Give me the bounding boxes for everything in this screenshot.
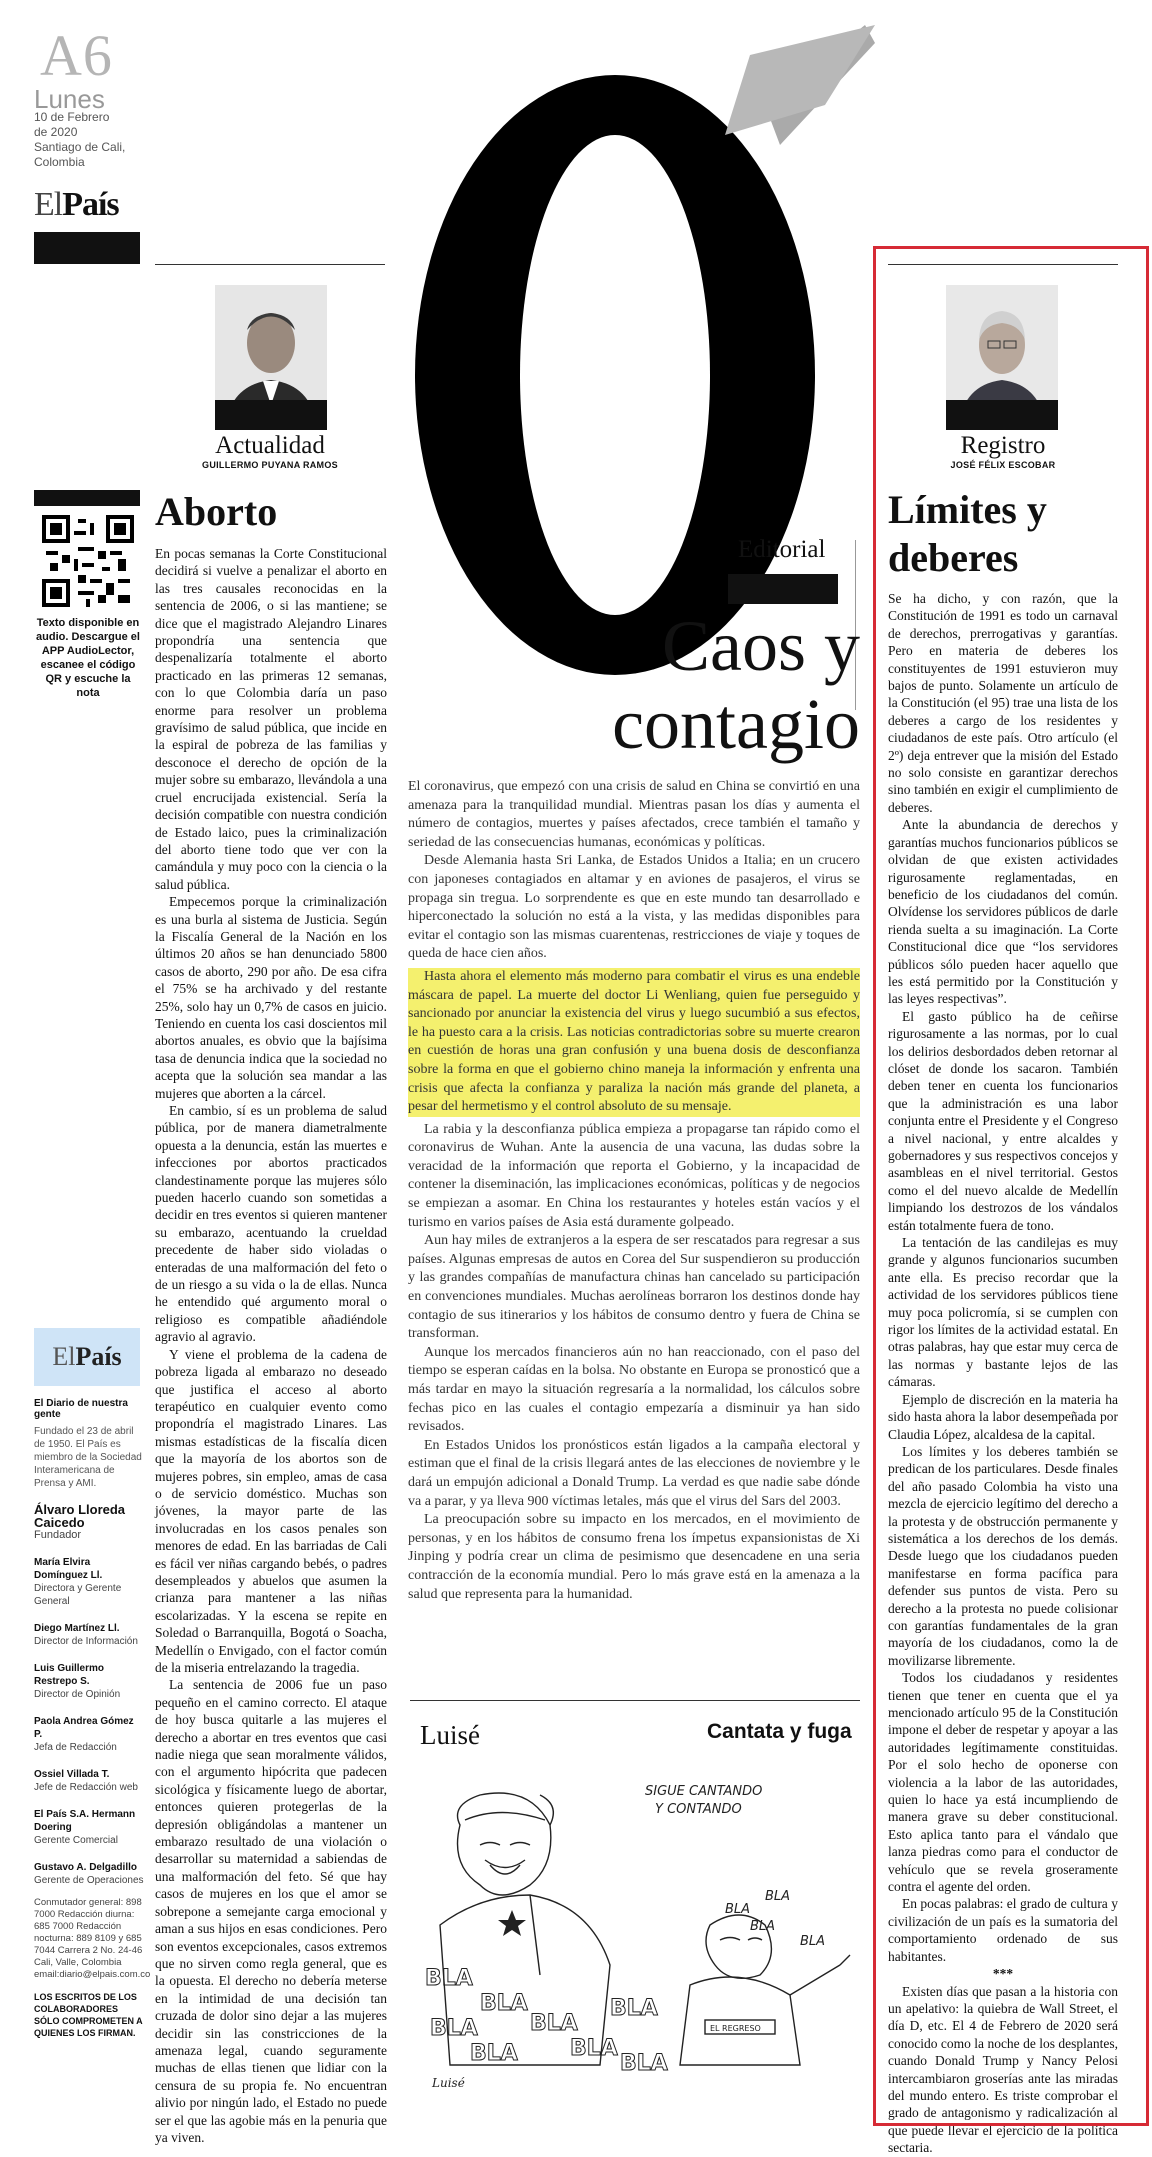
contact-info: Conmutador general: 898 7000 Redacción diurna: 685 7000 Redacción nocturna: 889 8109 y 685 7044 Carrera 2 No. 24-46 Cali, Valle, Colombia email:diario@elpais.com.co bbox=[34, 1897, 151, 1980]
logo-bold: País bbox=[75, 1342, 122, 1371]
date-line: Santiago de Cali, bbox=[34, 140, 126, 154]
bla-text: BLA bbox=[620, 2051, 668, 2076]
staff-role: Gerente Comercial bbox=[34, 1835, 118, 1846]
bla-text: BLA bbox=[800, 1934, 826, 1949]
staff-entry bbox=[34, 1662, 144, 1701]
staff-entry bbox=[34, 1808, 144, 1847]
title-line: deberes bbox=[888, 535, 1019, 580]
staff-entry bbox=[34, 1715, 144, 1754]
staff-role: Jefe de Redacción web bbox=[34, 1782, 138, 1793]
top-rule bbox=[155, 264, 385, 265]
date-line: Colombia bbox=[34, 155, 85, 169]
section-label: Registro bbox=[960, 432, 1046, 459]
bla-text: BLA bbox=[750, 1919, 776, 1934]
bla-text: BLA bbox=[610, 1996, 658, 2021]
paragraph: Aun hay miles de extranjeros a la espera de ser rescatados para regresar a sus países. Algunas empresas de autos en Corea del Sur suspendieron su producción y las grandes compañías de manufactura chinas han cancelado su participación en convenciones mundiales. Muchas aerolíneas borraron los destinos donde hay contagio de sus itinerarios y los hábitos de consumo dentro y fuera de China se transforman. bbox=[408, 1233, 860, 1342]
staff-name: El País S.A. Hermann Doering bbox=[34, 1809, 136, 1833]
staff-role: Jefa de Redacción bbox=[34, 1742, 117, 1753]
staff-name: Ossiel Villada T. bbox=[34, 1769, 110, 1780]
author-name: JOSÉ FÉLIX ESCOBAR bbox=[950, 460, 1056, 470]
staff-role: Director de Opinión bbox=[34, 1689, 121, 1700]
staff-name: Álvaro Lloreda Caicedo bbox=[34, 1502, 126, 1530]
staff-entry bbox=[34, 1622, 144, 1648]
staff-name: Paola Andrea Gómez P. bbox=[34, 1716, 134, 1740]
highlight-frame bbox=[873, 246, 1149, 2126]
staff-entry bbox=[34, 1556, 144, 1608]
paragraph: Los límites y los deberes también se predican de los particulares. Desde finales del año pasado Colombia ha visto una mezcla de ejercicio legítimo del derecho a la protesta y de obstrucción permanente y sistemática a los derechos de los demás. Desde luego que los ciudadanos pueden manifestarse en forma pacífica para defender sus puntos de vista. Pero su derecho a la protesta no puede colisionar con garantías fundamentales de la gran mayoría de los ciudadanos, como la de movilizarse libremente. bbox=[888, 1443, 1118, 1668]
redaction-bar bbox=[34, 232, 140, 264]
paragraph: En pocas semanas la Corte Constitucional decidirá si vuelve a penalizar el aborto en las tres causales reconocidas en la sentencia de 2006, o si las mantiene; se dice que el magistrado Alejandro Linares propondría una sentencia que despenalizaría totalmente el aborto practicado en las primeras 12 semanas, con lo que Colombia daría un paso enorme para resolver un problema gravísimo de salud pública, que incide en la espiral de pobreza de las familias y desconoce el derecho de opción de la mujer sobre su embarazo, llevándola a una cruel encrucijada existencial. Sería la decisión compatible con nuestra condición de Estado laico, pues la criminalización del aborto tiene todo que ver con la camándula y muy poco con la ciencia o la salud pública. bbox=[155, 546, 387, 892]
qr-caption: Texto disponible en audio. Descargue el APP AudioLector, escanee el código QR y escuche la nota bbox=[36, 617, 140, 699]
cartoonist-name: Luisé bbox=[420, 1720, 480, 1750]
page-number: A6 bbox=[40, 23, 113, 88]
date-line: 10 de Febrero bbox=[34, 110, 110, 124]
separator: *** bbox=[992, 1966, 1014, 1982]
weekday: Lunes bbox=[34, 84, 105, 114]
qr-code-icon[interactable] bbox=[42, 515, 134, 607]
cartoon-label: EL REGRESO bbox=[710, 2024, 761, 2033]
dateline bbox=[34, 110, 125, 170]
paragraph: Aunque los mercados financieros aún no han reaccionado, con el paso del tiempo se esperan caídas en la bolsa. No obstante en Europa se pronosticó que a más tardar en mayo la situación regresaría a la normalidad, los cálculos sobre fechas pico en las cuales el contagio empezaría a disminuir ya han sido revisados. bbox=[408, 1344, 860, 1435]
bla-text: BLA bbox=[470, 2041, 518, 2066]
cartoon-illustration bbox=[420, 1765, 860, 2095]
staff-entry bbox=[34, 1503, 144, 1542]
paragraph: Y viene el problema de la cadena de pobreza ligada al embarazo no deseado que justifica el acceso al aborto terapéutico en cualquier evento como propondría el magistrado Linares. Las mismas estadísticas de la fiscalía dicen que la mayoría de los abortos son de mujeres pobres, sin empleo, amas de casa o de servicio doméstico. Muchas son jóvenes, la mayor parte de las involucradas en los casos penales son menores de edad. En las barriadas de Cali es fácil ver niñas cargando bebés, o padres desempleados y abuelos que asumen la crianza para mantener a las niñas escolarizadas. Y la escena se repite en Soledad o Barranquilla, Bogotá o Soacha, Medellín o Envigado, con el factor común de la miseria entrelazando la tragedia. bbox=[155, 1346, 387, 1675]
cartoon-rule bbox=[410, 1700, 860, 1701]
logo-bold: País bbox=[62, 186, 119, 223]
paragraph: La rabia y la desconfianza pública empieza a propagarse tan rápido como el coronavirus de Wuhan. Ante la ausencia de una vacuna, las dudas sobre la veracidad de la información que reporta el Gobierno, y la incapacidad de contener la diseminación, las implicaciones económicas, políticas y de negocios se empiezan a asomar. En China los restaurantes y hoteles están vacíos y el turismo en varios países de Asia está duramente golpeado. bbox=[408, 1121, 860, 1230]
staff-entry bbox=[34, 1861, 144, 1887]
staff-name: María Elvira Domínguez Ll. bbox=[34, 1557, 103, 1581]
paragraph: El coronavirus, que empezó con una crisis de salud en China se convirtió en una amenaza para la tranquilidad mundial. Mientras pasan los días y aumenta el número de contagios, muertes y países afectados, crece también el tamaño y seriedad de las consecuencias humanas, económicas y políticas. bbox=[408, 779, 860, 850]
staff-list bbox=[34, 1502, 151, 2039]
editorial-body bbox=[408, 778, 860, 1604]
paragraph: La tentación de las candilejas es muy grande y algunos funcionarios sucumben ante ella. Es preciso recordar que la actividad de los servidores públicos tiene muy poca policromía, si se cumplen con rigor los límites de la actividad estatal. En otras palabras, hay que estar muy cerca de las normas y bastante lejos de las cámaras. bbox=[888, 1235, 1118, 1390]
bla-text: BLA bbox=[765, 1889, 791, 1904]
paragraph: La preocupación sobre su impacto en los mercados, en el movimiento de personas, y en los hábitos de consumo frena los ímpetus expansionistas de Xi Jinping y podría crear un clima de pesimismo que desencadene en una seria contracción de la economía mundial. Pero lo más grave está en la amenaza a la salud que representa para la humanidad. bbox=[408, 1512, 860, 1602]
paragraph: El gasto público ha de ceñirse rigurosamente a las normas, por lo cual los delirios desbordados deben retornar al clóset de donde los sacaron. También deben tener en cuenta los funcionarios que la administración es una labor conjunta entre el Presidente y el Congreso a nivel nacional, y entre alcaldes y gobernadores y sus respectivos concejos y asambleas en el nivel territorial. Gestos como el del nuevo alcalde de Medellín limpiando los destrozos de los vándalos están totalmente fuera de tono. bbox=[888, 1008, 1118, 1233]
cartoon-title: Cantata y fuga bbox=[707, 1720, 852, 1743]
staff-name: Luis Guillermo Restrepo S. bbox=[34, 1663, 105, 1687]
cartoon-signature: Luisé bbox=[432, 2076, 465, 2090]
paragraph: Se ha dicho, y con razón, que la Constitución de 1991 es todo un carnaval de derechos, prerrogativas y garantías. Pero en materia de deberes los constituyentes de 1991 estuvieron muy bajos de punto. Solamente un artículo de la Constitución (el 95) trae una lista de los deberes a cargo de los residentes y ciudadanos de este país. Otro artículo (el 2º) deja entrever que la misión del Estado no solo consiste en garantizar derechos sino también en exigir el cumplimiento de deberes. bbox=[888, 591, 1118, 815]
bla-text: BLA bbox=[425, 1966, 473, 1991]
article-body bbox=[155, 545, 387, 2146]
article-title: Aborto bbox=[155, 489, 278, 534]
redaction-bar bbox=[728, 574, 838, 604]
staff-role: Fundador bbox=[34, 1529, 82, 1541]
founded-note: Fundado el 23 de abril de 1950. El País es miembro de la Sociedad Interamericana de Prensa y AMI. bbox=[34, 1426, 142, 1489]
speech-line: Y CONTANDO bbox=[655, 1802, 742, 1817]
paragraph: Ante la abundancia de derechos y garantías muchos funcionarios públicos se olvidan de que existen actividades rigurosamente reglamentadas, en beneficio de los ciudadanos del común. Olvídense los servidores públicos de darle rienda suelta a su imaginación. La Corte Constitucional dice que “los servidores públicos sólo pueden hacer aquello que les está permitido por la Constitución y las leyes respectivas”. bbox=[888, 817, 1118, 1007]
staff-role: Gerente de Operaciones bbox=[34, 1875, 144, 1886]
speech-line: SIGUE CANTANDO bbox=[645, 1784, 763, 1799]
bla-text: BLA bbox=[430, 2016, 478, 2041]
highlighted-paragraph: Hasta ahora el elemento más moderno para combatir el virus es una endeble máscara de papel. La muerte del doctor Li Wenliang, quien fue perseguido y sancionado por anunciar la existencia del virus y luego sucumbió a sus efectos, le ha puesto cara a la crisis. Las noticias contradictorias sobre su muerte crearon en cuestión de horas una gran confusión y una buena dosis de desconfianza sobre la forma en que el gobierno chino maneja la información y enfrenta una crisis que afecta la confianza y paraliza la nación más grande del planeta, a pesar del hermetismo y el control absoluto de su mensaje. bbox=[408, 968, 860, 1117]
staff-role: Director de Información bbox=[34, 1636, 138, 1647]
paragraph: Ejemplo de discreción en la materia ha sido hasta ahora la labor desempeñada por Claudia López, alcaldesa de la capital. bbox=[888, 1391, 1118, 1442]
staff-name: Gustavo A. Delgadillo bbox=[34, 1862, 137, 1873]
bla-text: BLA bbox=[725, 1902, 751, 1917]
paragraph: Existen días que pasan a la historia con un apelativo: la quiebra de Wall Street, el día D, etc. El 4 de Febrero de 2020 será conocido como la noche de los desplantes, cuando Donald Trump y Nancy Pelosi intercambiaron groserías ante las miradas del mundo entero. Es triste comprobar el grado de antagonismo y radicalización al que puede llevar el ejercicio de la política sectaria. bbox=[888, 1983, 1118, 2156]
sidebar-logo-box bbox=[34, 1328, 140, 1386]
date-line: de 2020 bbox=[34, 125, 78, 139]
logo-light: El bbox=[34, 186, 63, 223]
editorial-title: Caos y contagio bbox=[612, 606, 860, 764]
logo-light: El bbox=[52, 1342, 76, 1371]
sidebar-logo bbox=[34, 1328, 140, 1372]
paragraph: La sentencia de 2006 fue un paso pequeño en el camino correcto. El ataque de hoy busca quitarle a las mujeres el derecho a abortar en tres eventos que casi nadie niega que sean moralmente válidos, con el argumento hipócrita que padecen sicológica y físicamente luego de abortar, entonces quieren protegerlas de la depresión obligándolas a mantener un embarazo resultado de una violación o desarrollar su maternidad a sabiendas de una malformación del feto. Sé que hay casos de mujeres en los que el amor se sobrepone a semejante carga emocional y aman a sus hijos en esas condiciones. Pero son eventos excepcionales, casos extremos que no sirven como regla general, que es la opuesta. El derecho no debería meterse en la intimidad de una decisión tan cruzada de dolor sino dejar a las mujeres decidir sin las constricciones de la amenaza legal, cuando seguramente muchas de ellas tienen que lidiar con la censura de su propia fe. No encuentran alivio por ningún lado, el Estado no puede ser el que las agobie más en la penuria que ya viven. bbox=[155, 1677, 387, 2145]
title-line: Límites y bbox=[888, 487, 1047, 532]
staff-role: Directora y Gerente General bbox=[34, 1583, 122, 1607]
paragraph: En pocas palabras: el grado de cultura y civilización de un país es la sumatoria del comportamiento ordenado de sus habitantes. bbox=[888, 1896, 1118, 1964]
editorial-label: Editorial bbox=[738, 536, 826, 563]
paragraph: Empecemos porque la criminalización es una burla al sistema de Justicia. Según la Fiscalía General de la Nación en los últimos 20 años se han denunciado 5800 casos de aborto, 290 por año. De esa cifra el 75% se ha archivado y del restante 25%, solo hay un 0,7% de casos en juicio. Teniendo en cuenta los casi doscientos mil abortos anuales, es obvio que la bajísima tasa de denuncia indica que la sociedad no acepta que la solución sea mandar a las mujeres que aborten a la cárcel. bbox=[155, 894, 387, 1101]
author-name: GUILLERMO PUYANA RAMOS bbox=[202, 460, 338, 470]
section-label: Actualidad bbox=[215, 432, 325, 459]
bla-text: BLA bbox=[480, 1991, 528, 2016]
paragraph: Todos los ciudadanos y residentes tienen que tener en cuenta que el ya mencionado artículo 95 de la Constitución impone el deber de respetar y apoyar a las autoridades legítimamente constituidas. Por el solo hecho de oponerse con violencia a la labor de las autoridades, quien lo hace ya está incumpliendo de manera grave su deber constitucional. Esto aplica tanto para el vándalo que lanza piedras como para el conductor de vehículo que se revela groseramente contra el agente del orden. bbox=[888, 1670, 1118, 1895]
bla-text: BLA bbox=[530, 2011, 578, 2036]
disclaimer: LOS ESCRITOS DE LOS COLABORADORES SÓLO COMPROMETEN A QUIENES LOS FIRMAN. bbox=[34, 1992, 143, 2038]
staff-entry bbox=[34, 1768, 144, 1794]
paragraph: En cambio, sí es un problema de salud pública, por de manera diametralmente opuesta a la denuncia, están las muertes e infecciones por abortos practicados clandestinamente porque las mujeres sólo pueden hacerlo cuando son sometidas a decidir en tres eventos si quieren mantener su embarazo, acentuando la crueldad precedente de haber sido violadas o enteradas de una malformación del feto o de un riesgo a su vida o la de ellas. Nunca he entendido qué argumento moral o religioso es compatible añadiéndole agravio al agravio. bbox=[155, 1103, 387, 1345]
tagline: El Diario de nuestra gente bbox=[34, 1398, 128, 1420]
redaction-bar bbox=[34, 490, 140, 506]
paragraph: Desde Alemania hasta Sri Lanka, de Estados Unidos a Italia; en un crucero con japoneses contagiados en altamar y en aviones de pasajeros, el virus se propaga sin tregua. Lo sorprendente es que en este mundo tan desarrollado e hiperconectado la solución no está a la vista, y las medidas disponibles para evitar el contagio son las mismas cuarentenas, restricciones de viaje y toques de queda de hace cien años. bbox=[408, 853, 860, 962]
bla-text: BLA bbox=[570, 2036, 618, 2061]
staff-name: Diego Martínez Ll. bbox=[34, 1623, 120, 1634]
paragraph: En Estados Unidos los pronósticos están ligados a la campaña electoral y estiman que el final de la crisis llegará antes de las elecciones de noviembre y le dará un empujón adicional a Donald Trump. La verdad es que nadie sabe dónde va a parar, y ya lleva 900 víctimas letales, más que el virus del Sars del 2003. bbox=[408, 1437, 860, 1509]
newspaper-logo bbox=[34, 186, 119, 224]
author-portrait bbox=[215, 285, 327, 430]
